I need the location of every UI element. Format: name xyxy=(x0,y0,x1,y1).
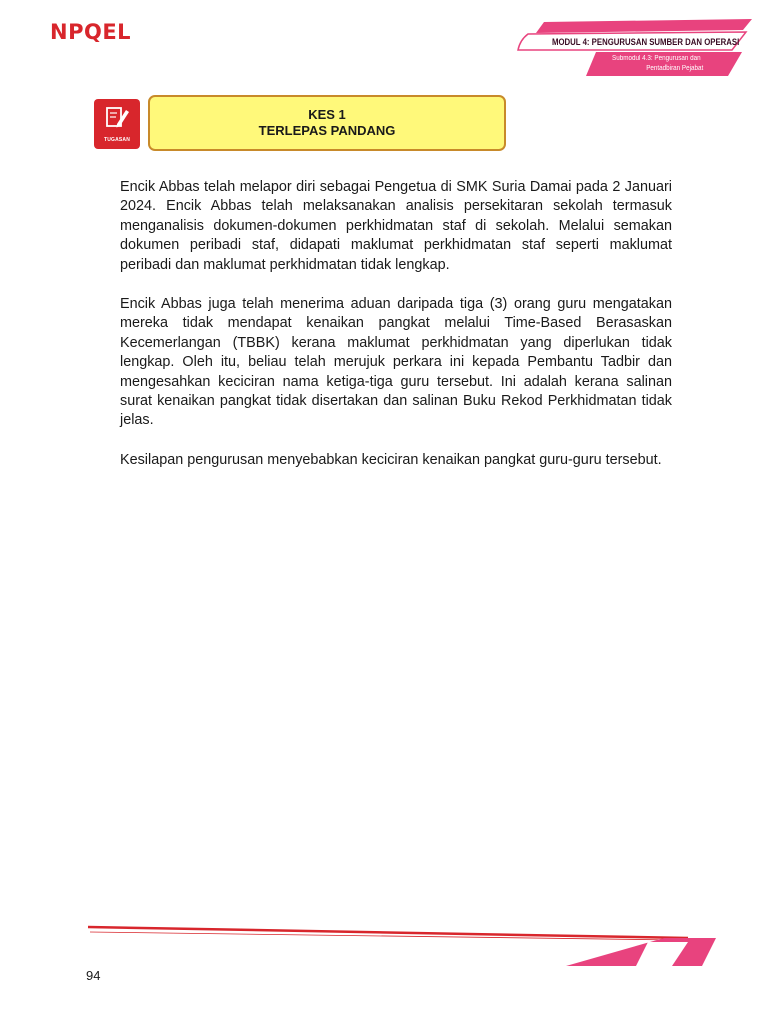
task-badge xyxy=(94,99,140,149)
page-number: 94 xyxy=(86,968,101,983)
submodule-line-1: Submodul 4.3: Pengurusan dan xyxy=(612,55,701,62)
module-title: MODUL 4: PENGURUSAN SUMBER DAN OPERASI xyxy=(552,37,740,48)
paragraph-3: Kesilapan pengurusan menyebabkan keciciran kenaikan pangkat guru-guru tersebut. xyxy=(120,451,662,468)
submodule-line-2: Pentadbiran Pejabat xyxy=(646,65,704,72)
pencil-paper-icon xyxy=(104,104,130,132)
case-subtitle: TERLEPAS PANDANG xyxy=(258,123,396,138)
task-badge-label: TUGASAN xyxy=(103,137,131,143)
npqel-logo: NPQEL xyxy=(50,20,132,44)
case-number: KES 1 xyxy=(308,107,346,122)
paragraph-1: Encik Abbas telah melapor diri sebagai Pengetua di SMK Suria Damai pada 2 Januari 2024. Encik Abbas telah melaksanakan analisis persekitaran sekolah termasuk menganalisis dokumen-dokumen perkhidmatan staf di sekolah. Melalui semakan dokumen peribadi staf, didapati maklumat perkhidmatan staf seperti maklumat peribadi dan maklumat perkhidmatan tidak lengkap. xyxy=(120,179,672,273)
case-body xyxy=(120,178,672,490)
submodule-title xyxy=(612,54,729,74)
paragraph-2: Encik Abbas juga telah menerima aduan daripada tiga (3) orang guru mengatakan mereka tidak mendapat kenaikan pangkat melalui Time-Based Berasaskan Kecemerlangan (TBBK) kerana maklumat perkhidmatan yang diperlukan tidak lengkap. Oleh itu, beliau telah merujuk perkara ini kepada Pembantu Tadbir dan mengesahkan keciciran nama ketiga-tiga guru tersebut. Ini adalah kerana salinan surat kenaikan pangkat tidak disertakan dan salinan Buku Rekod Perkhidmatan tidak jelas. xyxy=(120,296,672,429)
case-title-box xyxy=(148,95,506,151)
